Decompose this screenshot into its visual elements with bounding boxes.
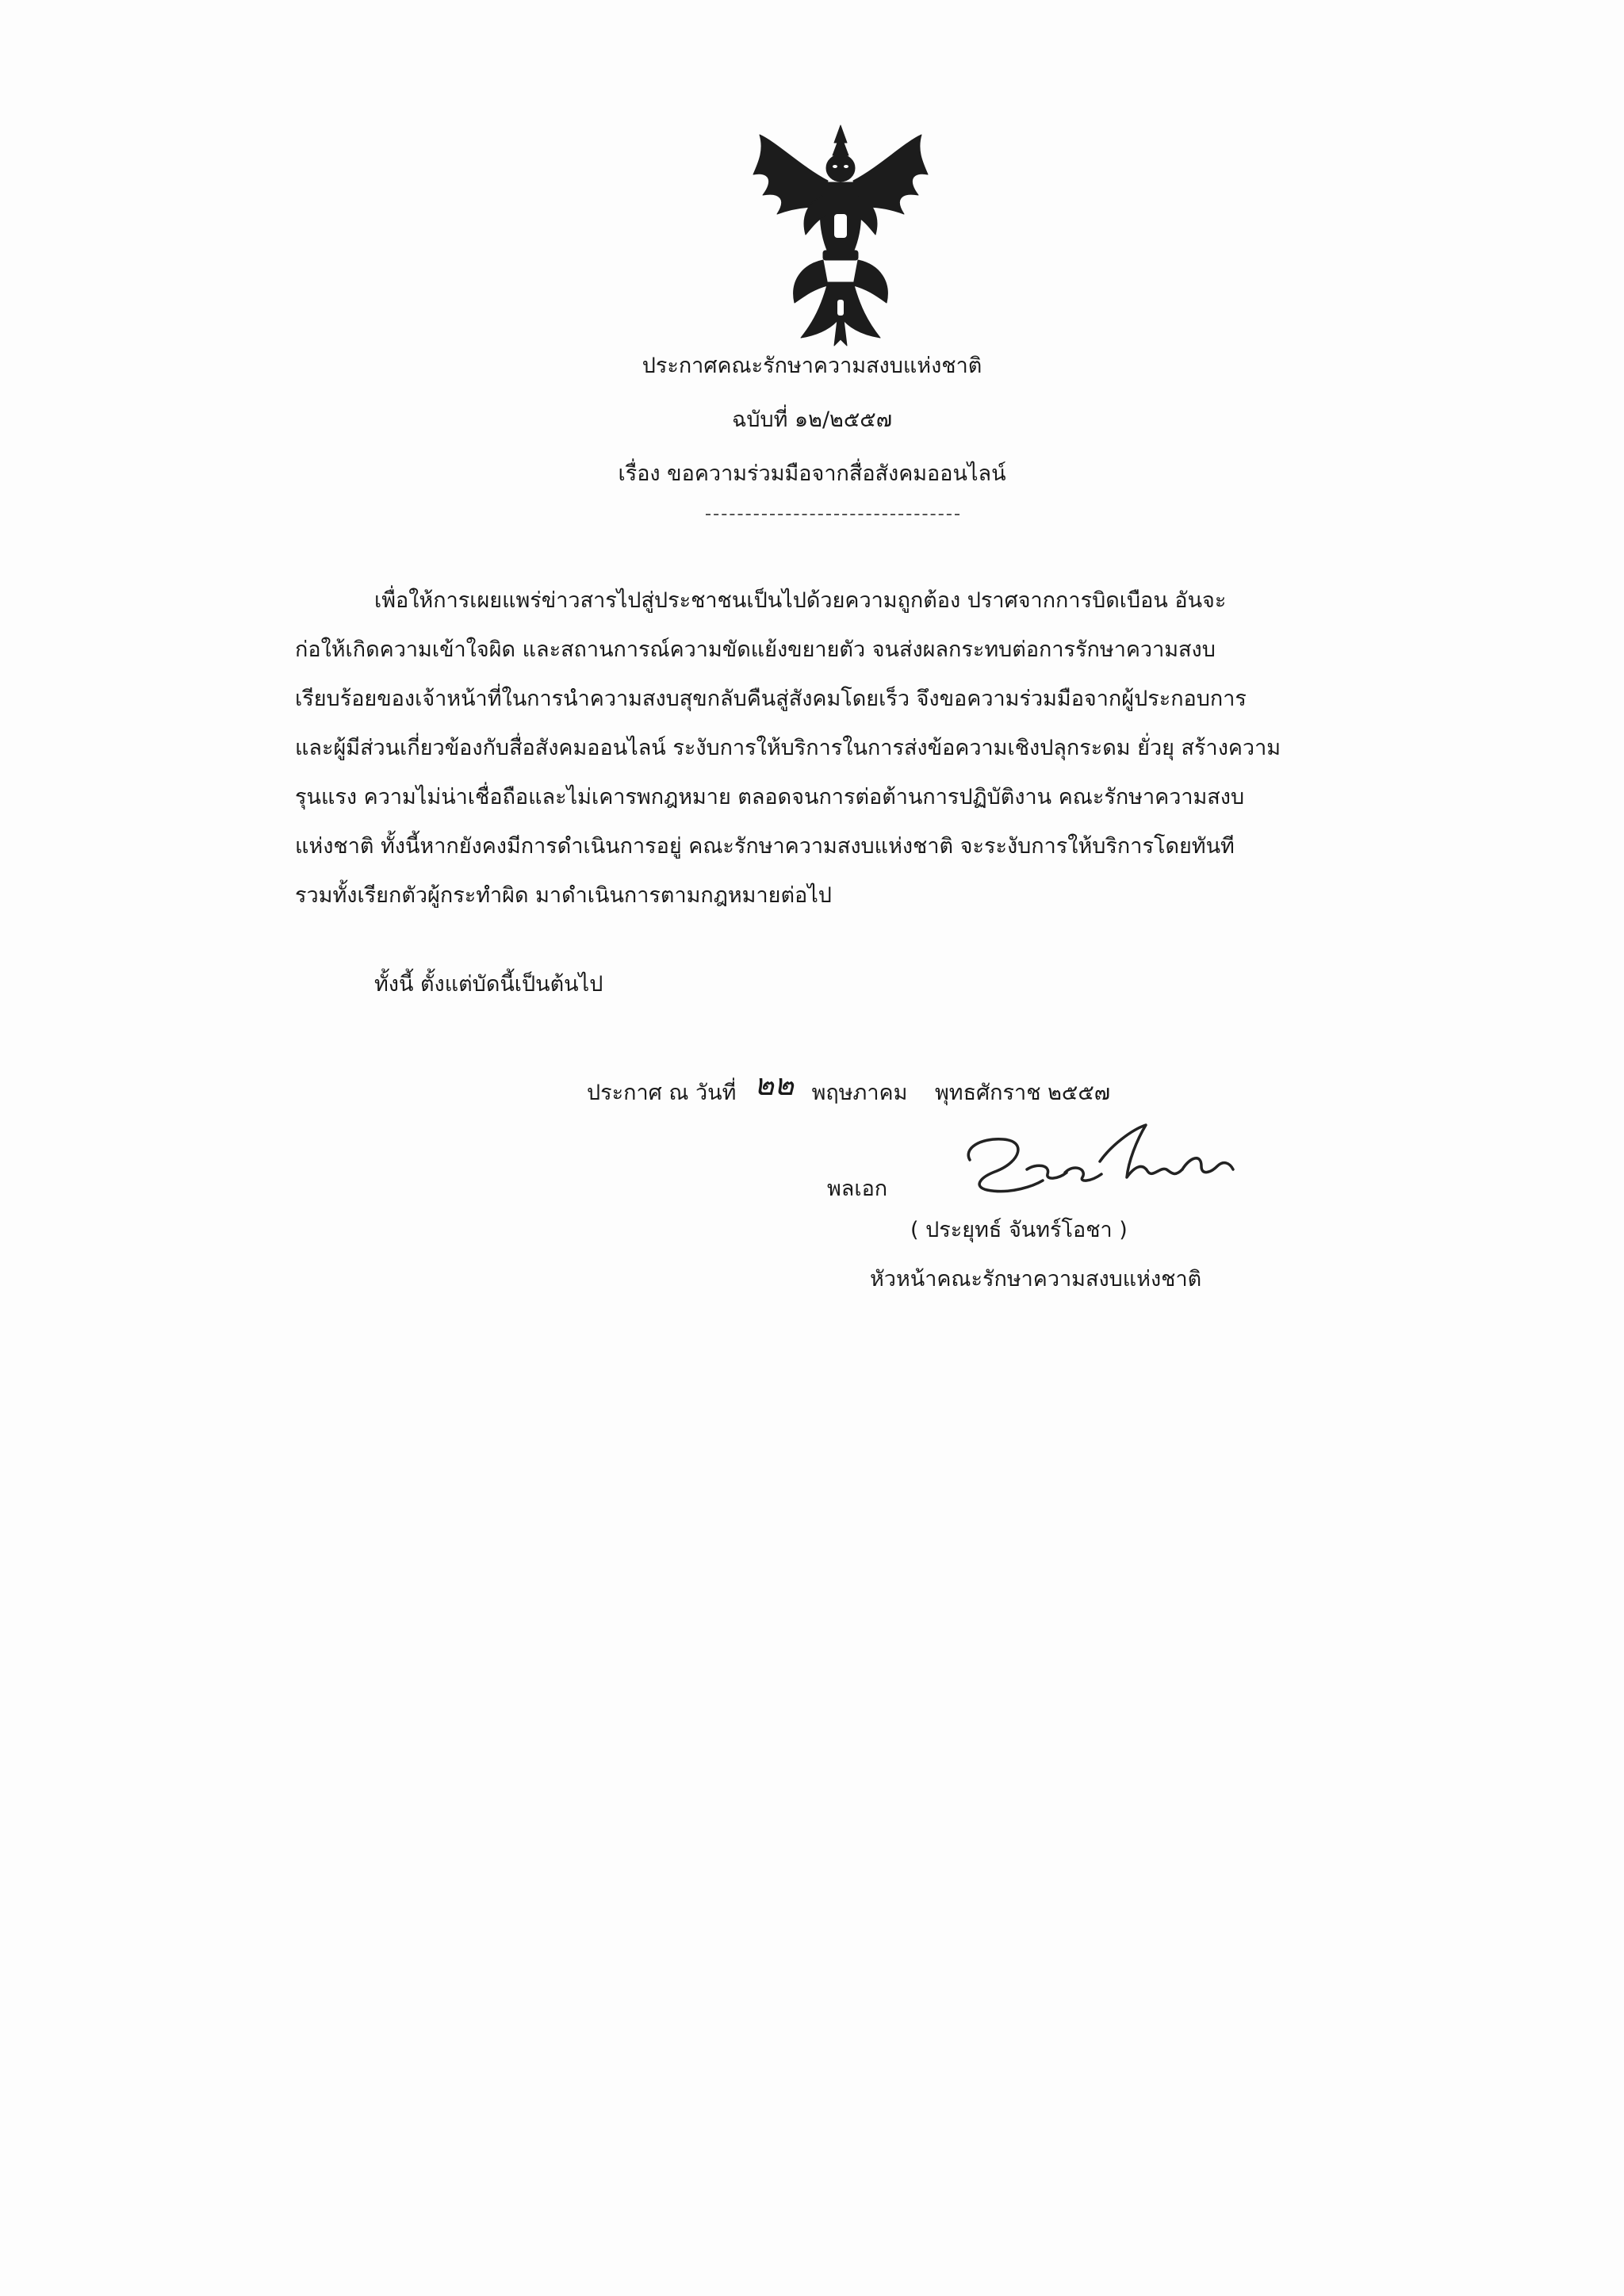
- announcement-number: ฉบับที่ ๑๒/๒๕๕๗: [731, 408, 893, 432]
- date-day: ๒๒: [753, 1067, 795, 1102]
- signer-name: ( ประยุทธ์ จันทร์โอชา ): [910, 1218, 1128, 1242]
- body-line: ก่อให้เกิดความเข้าใจผิด และสถานการณ์ความขัดแย้งขยายตัว จนส่งผลกระทบต่อการรักษาความสงบ: [295, 637, 1216, 662]
- handwritten-signature: [932, 1114, 1257, 1217]
- announcement-subject: เรื่อง ขอความร่วมมือจากสื่อสังคมออนไลน์: [618, 461, 1006, 486]
- body-line: แห่งชาติ ทั้งนี้หากยังคงมีการดำเนินการอยู่ คณะรักษาความสงบแห่งชาติ จะระงับการให้บริการโดยทันที: [295, 834, 1235, 859]
- date-prefix: ประกาศ ณ วันที่: [587, 1081, 737, 1105]
- announcement-date: [587, 1067, 1111, 1109]
- heading-divider: [706, 514, 959, 515]
- closing-statement: ทั้งนี้ ตั้งแต่บัดนี้เป็นต้นไป: [374, 972, 603, 997]
- body-line: รวมทั้งเรียกตัวผู้กระทำผิด มาดำเนินการตามกฎหมายต่อไป: [295, 883, 832, 908]
- body-line: และผู้มีส่วนเกี่ยวข้องกับสื่อสังคมออนไลน์ ระงับการให้บริการในการส่งข้อความเชิงปลุกระดม ยั่วยุ สร้างความ: [295, 736, 1281, 760]
- signer-rank: พลเอก: [827, 1177, 888, 1201]
- body-line: รุนแรง ความไม่น่าเชื่อถือและไม่เคารพกฎหมาย ตลอดจนการต่อต้านการปฏิบัติงาน คณะรักษาความสงบ: [295, 785, 1245, 809]
- body-line: เรียบร้อยของเจ้าหน้าที่ในการนำความสงบสุขกลับคืนสู่สังคมโดยเร็ว จึงขอความร่วมมือจากผู้ประกอบการ: [295, 687, 1247, 711]
- signer-title: หัวหน้าคณะรักษาความสงบแห่งชาติ: [870, 1267, 1202, 1292]
- date-month: พฤษภาคม: [811, 1081, 908, 1105]
- issuer-heading: ประกาศคณะรักษาความสงบแห่งชาติ: [642, 354, 982, 378]
- garuda-emblem-icon: [745, 119, 936, 349]
- body-line: เพื่อให้การเผยแพร่ข่าวสารไปสู่ประชาชนเป็นไปด้วยความถูกต้อง ปราศจากการบิดเบือน อันจะ: [374, 588, 1227, 613]
- date-year: พุทธศักราช ๒๕๕๗: [934, 1081, 1111, 1105]
